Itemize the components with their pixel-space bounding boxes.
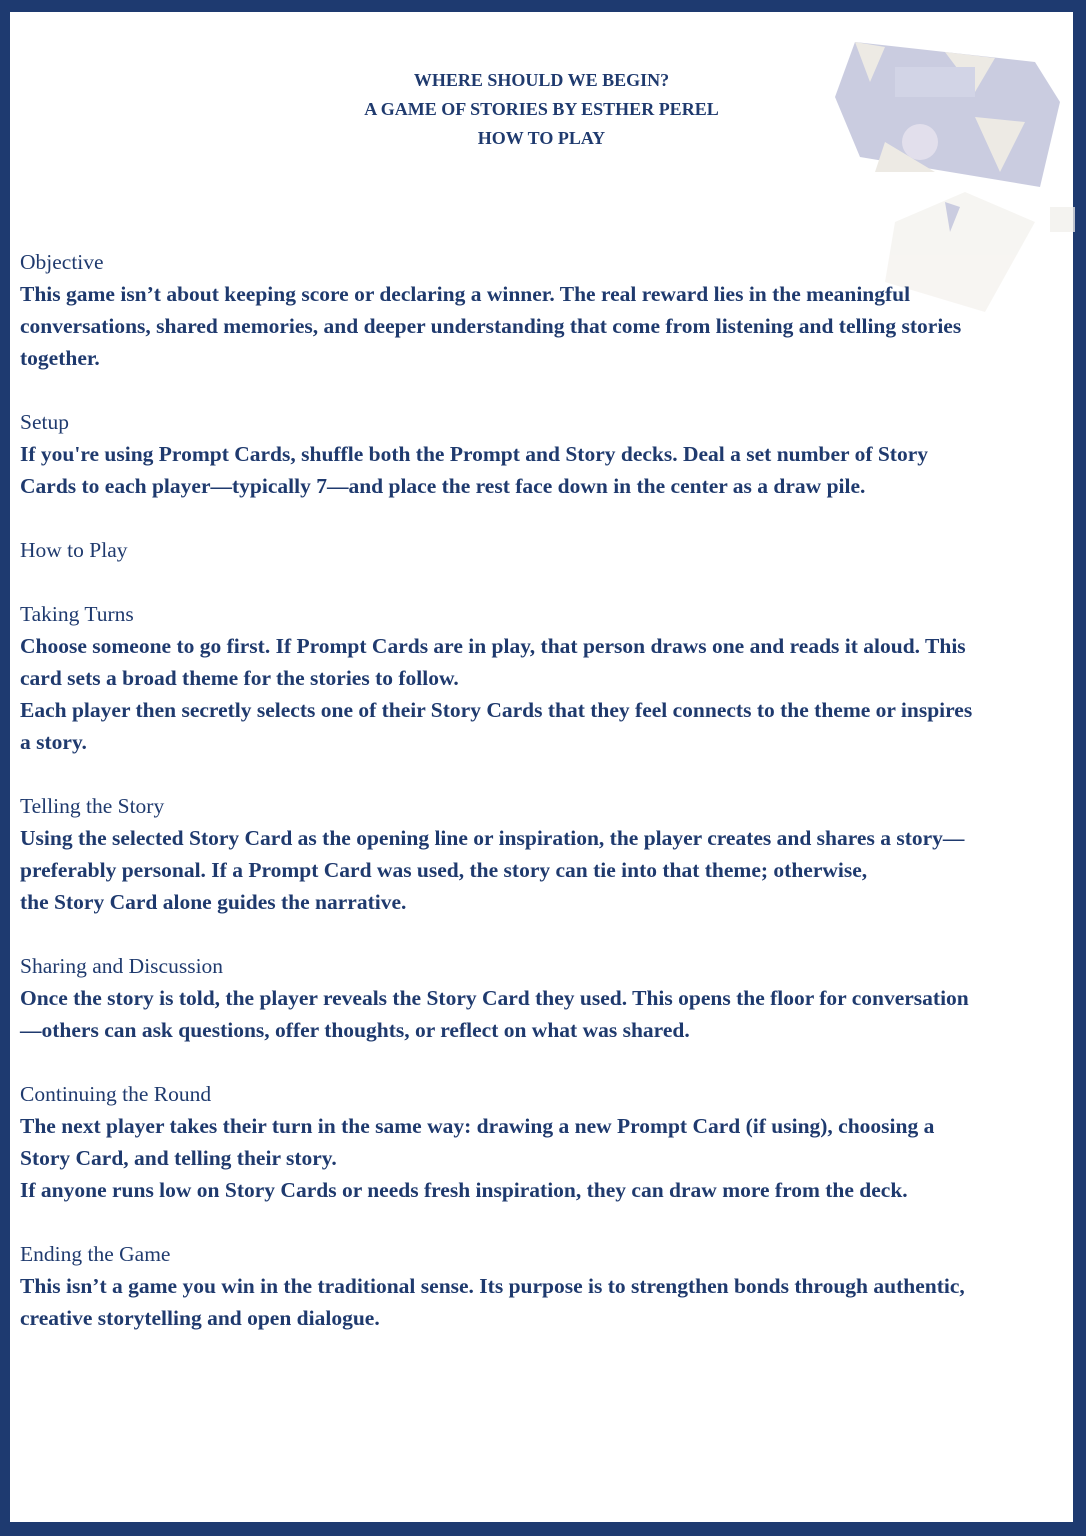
document-page [10,12,1073,1522]
body-text-line: Using the selected Story Card as the opening line or inspiration, the player creates and shares a story— [20,826,965,850]
section-heading: Taking Turns [20,602,134,626]
section-heading: Continuing the Round [20,1082,212,1106]
body-text-line: Cards to each player—typically 7—and place the rest face down in the center as a draw pile. [20,474,866,498]
body-text-line: card sets a broad theme for the stories to follow. [20,666,459,690]
body-text-line: —others can ask questions, offer thoughts, or reflect on what was shared. [20,1018,690,1042]
body-text-line: the Story Card alone guides the narrative. [20,890,407,914]
blank-line [20,1046,972,1078]
body-text-line: Choose someone to go first. If Prompt Cards are in play, that person draws one and reads it aloud. This [20,634,966,658]
body-text-line: a story. [20,730,87,754]
section-heading: Objective [20,250,104,274]
body-text-line: conversations, shared memories, and deeper understanding that come from listening and telling stories [20,314,962,338]
body-text-line: This game isn’t about keeping score or declaring a winner. The real reward lies in the meaningful [20,282,911,306]
body-text-line: If anyone runs low on Story Cards or needs fresh inspiration, they can draw more from the deck. [20,1178,908,1202]
body-text-line: preferably personal. If a Prompt Card was used, the story can tie into that theme; otherwise, [20,858,868,882]
body-text-line: The next player takes their turn in the same way: drawing a new Prompt Card (if using), choosing a [20,1114,935,1138]
title-line: WHERE SHOULD WE BEGIN? [413,70,670,90]
body-text-line: together. [20,346,100,370]
title-line: A GAME OF STORIES BY ESTHER PEREL [364,99,719,119]
section-heading: Telling the Story [20,794,165,818]
body-text-line: Once the story is told, the player reveals the Story Card they used. This opens the floor for conversation [20,986,969,1010]
title-line: HOW TO PLAY [477,128,606,148]
section-heading: How to Play [20,538,128,562]
body-text-line: This isn’t a game you win in the traditional sense. Its purpose is to strengthen bonds through authentic, [20,1274,965,1298]
body-text-line: creative storytelling and open dialogue. [20,1306,380,1330]
section-heading: Sharing and Discussion [20,954,224,978]
section-heading: Setup [20,410,69,434]
blank-line [20,1206,972,1238]
section-heading: Ending the Game [20,1242,171,1266]
body-text-line: If you're using Prompt Cards, shuffle both the Prompt and Story decks. Deal a set number of Story [20,442,929,466]
body-text-line: Each player then secretly selects one of their Story Cards that they feel connects to the theme or inspires [20,698,973,722]
rules-content [20,246,972,1334]
blank-line [20,758,972,790]
body-text-line: Story Card, and telling their story. [20,1146,337,1170]
blank-line [20,374,972,406]
blank-line [20,918,972,950]
blank-line [20,502,972,534]
blank-line [20,566,972,598]
